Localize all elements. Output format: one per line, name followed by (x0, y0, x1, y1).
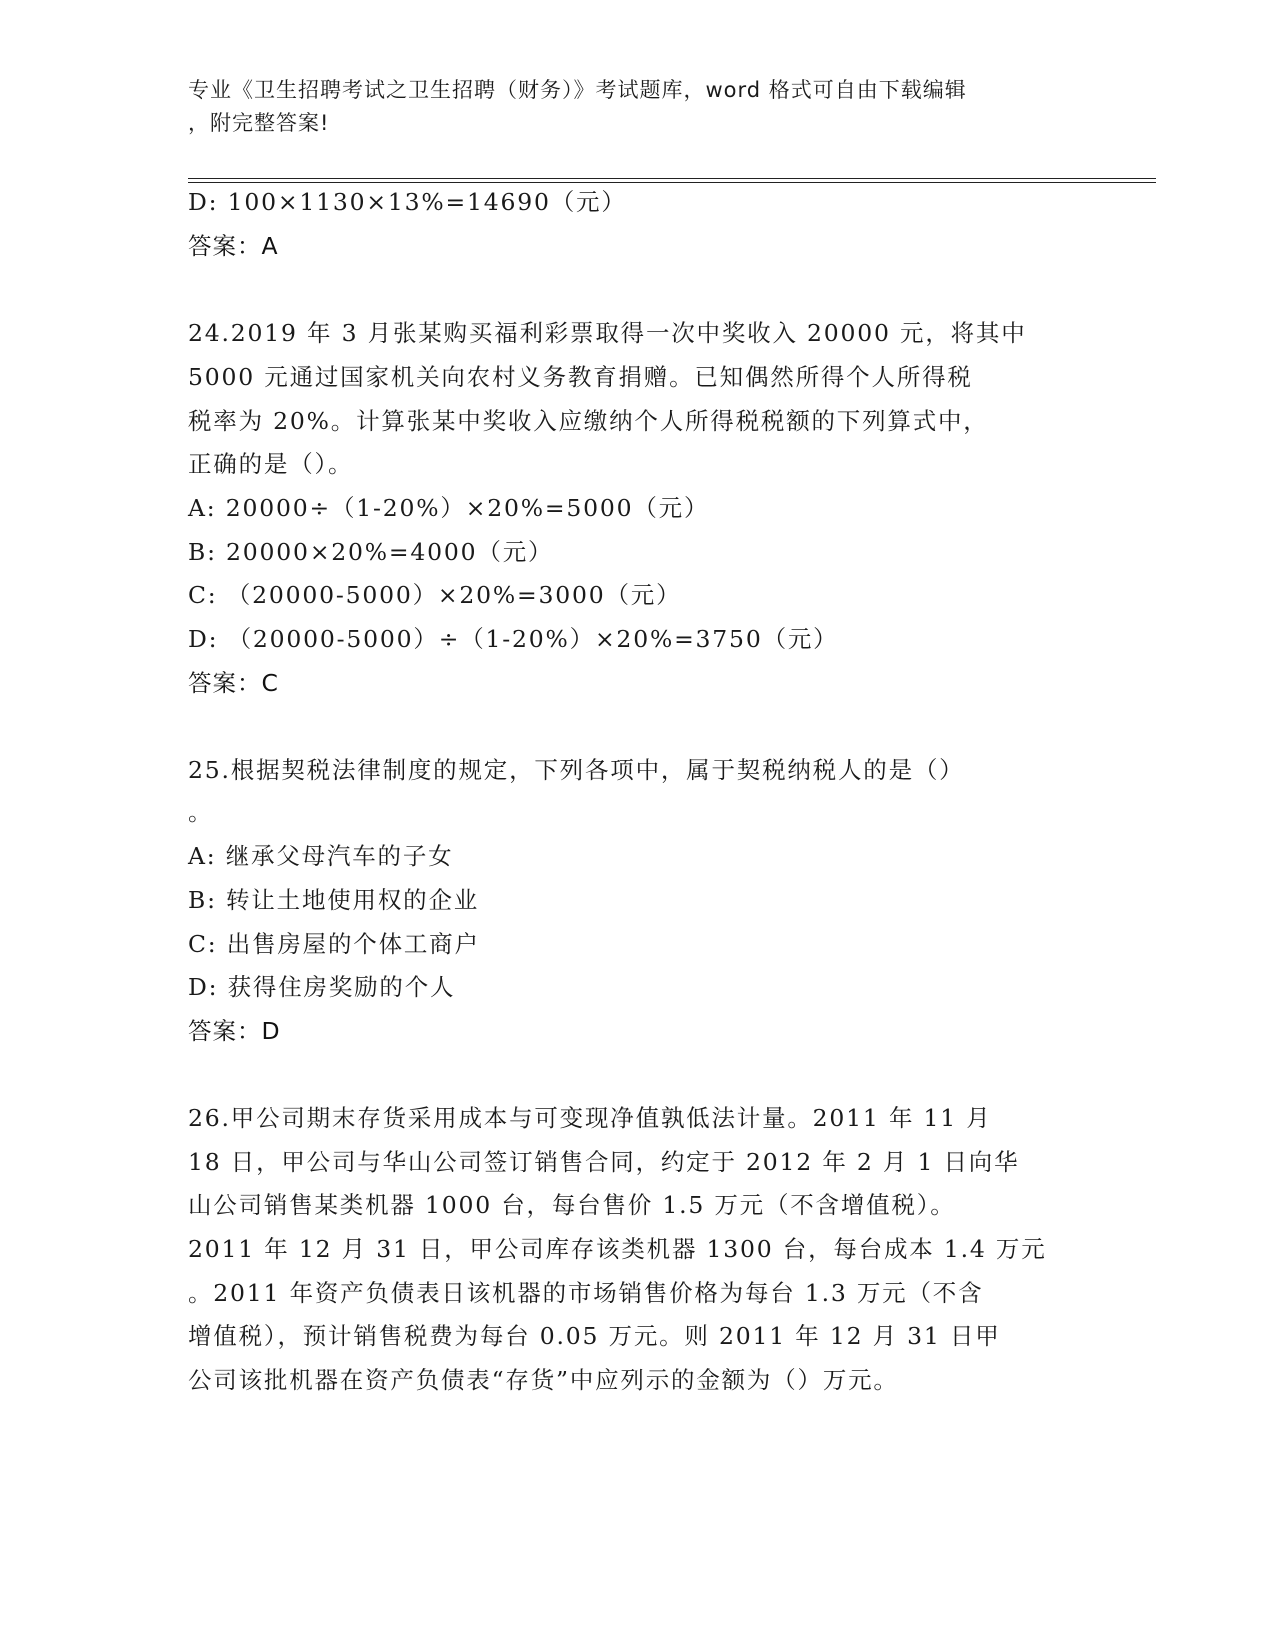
header-line-1: 专业《卫生招聘考试之卫生招聘（财务）》考试题库，word 格式可自由下载编辑 (188, 78, 967, 102)
header-rule-bottom (188, 182, 1156, 183)
q25-option-b: B: 转让土地使用权的企业 (188, 886, 480, 914)
q24-option-b: B: 20000×20%=4000（元） (188, 538, 554, 566)
header-rule-top (188, 178, 1156, 179)
header-line-2: ，附完整答案! (188, 111, 330, 135)
q24-text-line-4: 正确的是（）。 (188, 450, 354, 478)
q24-option-c: C: （20000-5000）×20%=3000（元） (188, 581, 682, 609)
q24-answer: 答案：C (188, 669, 279, 697)
q26-text-line-1: 26.甲公司期末存货采用成本与可变现净值孰低法计量。2011 年 11 月 (188, 1104, 992, 1132)
prev-answer: 答案：A (188, 232, 279, 260)
prev-option-d: D: 100×1130×13%=14690（元） (188, 188, 627, 216)
q26-text-line-6: 增值税），预计销售税费为每台 0.05 万元。则 2011 年 12 月 31 日甲 (188, 1322, 1001, 1350)
q25-text-line-1: 25.根据契税法律制度的规定，下列各项中，属于契税纳税人的是（） (188, 756, 965, 784)
page-header (188, 74, 1088, 140)
q25-answer: 答案：D (188, 1017, 281, 1045)
q24-text-line-3: 税率为 20%。计算张某中奖收入应缴纳个人所得税税额的下列算式中， (188, 407, 989, 435)
q26-text-line-4: 2011 年 12 月 31 日，甲公司库存该类机器 1300 台，每台成本 1.4 万元 (188, 1235, 1047, 1263)
q26-text-line-2: 18 日，甲公司与华山公司签订销售合同，约定于 2012 年 2 月 1 日向华 (188, 1148, 1020, 1176)
q25-option-c: C: 出售房屋的个体工商户 (188, 930, 480, 958)
q25-text-line-2: 。 (188, 798, 214, 826)
q25-option-a: A: 继承父母汽车的子女 (188, 842, 454, 870)
q24-option-a: A: 20000÷（1-20%）×20%=5000（元） (188, 494, 710, 522)
q24-text-line-2: 5000 元通过国家机关向农村义务教育捐赠。已知偶然所得个人所得税 (188, 363, 973, 391)
q26-text-line-5: 。2011 年资产负债表日该机器的市场销售价格为每台 1.3 万元（不含 (188, 1279, 984, 1307)
q25-option-d: D: 获得住房奖励的个人 (188, 973, 456, 1001)
q26-text-line-3: 山公司销售某类机器 1000 台，每台售价 1.5 万元（不含增值税）。 (188, 1191, 956, 1219)
q24-text-line-1: 24.2019 年 3 月张某购买福利彩票取得一次中奖收入 20000 元，将其中 (188, 319, 1027, 347)
q24-option-d: D: （20000-5000）÷（1-20%）×20%=3750（元） (188, 625, 839, 653)
q26-text-line-7: 公司该批机器在资产负债表“存货”中应列示的金额为（）万元。 (188, 1366, 899, 1394)
